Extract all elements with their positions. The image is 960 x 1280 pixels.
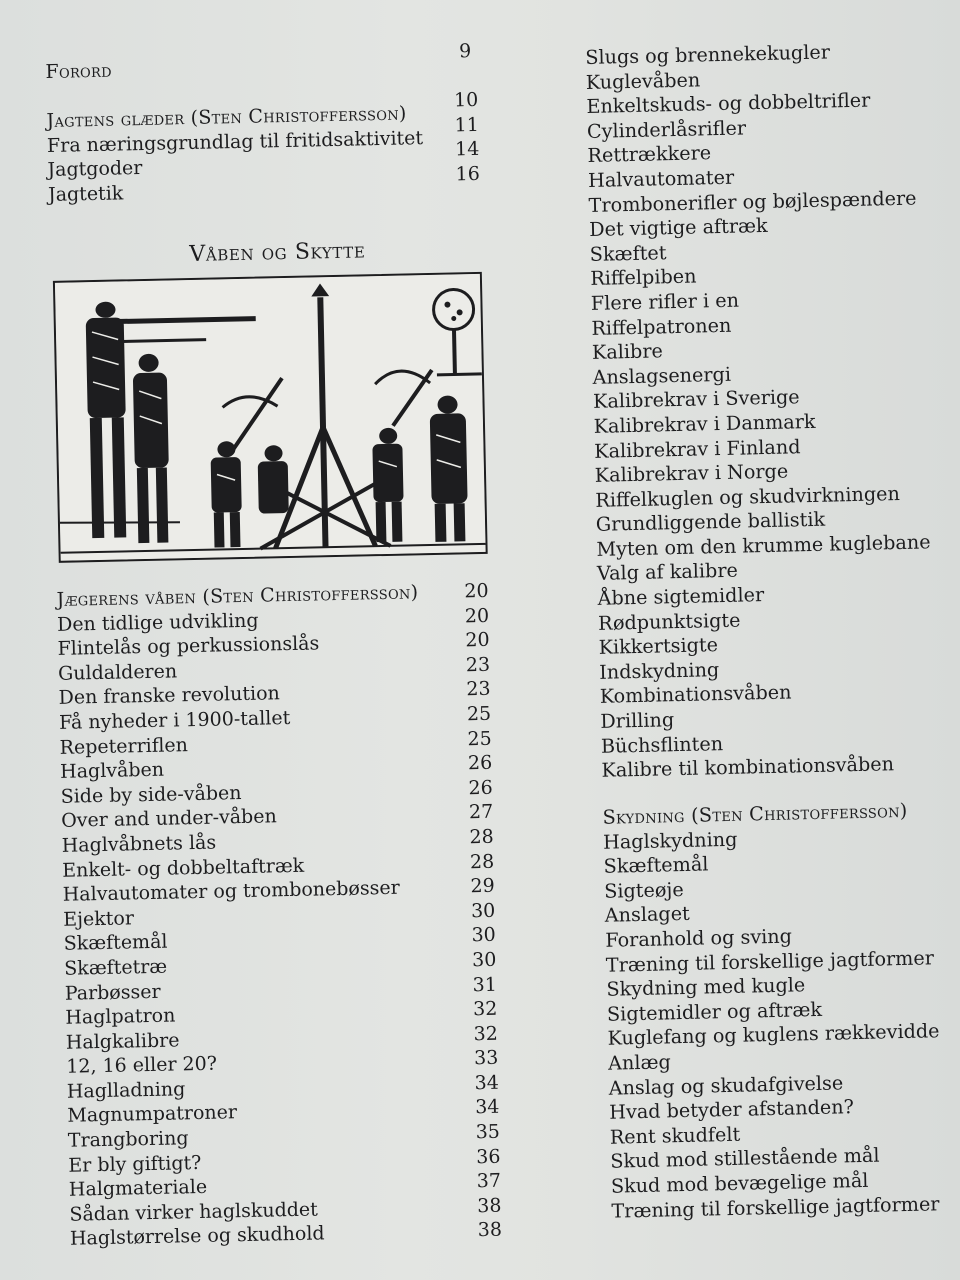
toc-entry-title: Haglskydning	[602, 827, 738, 854]
toc-entry-page: 9	[458, 40, 472, 63]
toc-entry-page: 29	[470, 874, 495, 898]
toc-entry-title: Rødpunktsigte	[597, 608, 741, 635]
toc-entry-page: 20	[465, 628, 490, 652]
toc-entry-title: Jagtens glæder (Sten Christoffersson)	[46, 102, 407, 133]
toc-entry-title: Kalibre til kombinationsvåben	[601, 752, 895, 783]
toc-entry-title: Magnumpatroner	[67, 1101, 238, 1128]
toc-entry-page: 20	[464, 579, 489, 603]
toc-entry-title: Jagtetik	[47, 182, 124, 206]
toc-entry-title: Side by side-våben	[60, 781, 242, 808]
toc-entry-title: Repeterriflen	[59, 733, 189, 759]
toc-entry-title: Forord	[45, 59, 113, 83]
rifles-chapter-list	[585, 38, 942, 783]
toc-entry-title: Indskydning	[598, 657, 720, 684]
toc-entry-title: Er bly giftigt?	[68, 1151, 202, 1177]
toc-entry-title: Sigteøje	[603, 877, 684, 903]
toc-entry-title: Jægerens våben (Sten Christoffersson)	[56, 581, 419, 611]
toc-entry-title: Haglvåben	[59, 758, 165, 783]
toc-entry-page: 25	[466, 702, 492, 726]
shooting-chapter-list	[602, 798, 951, 1224]
toc-entry-page: 25	[467, 727, 492, 750]
toc-entry-page: 37	[476, 1169, 502, 1193]
toc-entry-title: Anlæg	[607, 1050, 672, 1075]
toc-entry-page: 32	[472, 997, 498, 1021]
toc-entry-title: Halgmateriale	[68, 1176, 208, 1201]
toc-entry-title: Jagtgoder	[47, 157, 143, 182]
toc-entry-page: 11	[454, 113, 480, 137]
toc-entry-page: 16	[455, 162, 481, 186]
toc-entry-title: Foranhold og sving	[605, 924, 793, 952]
toc-entry-page: 14	[454, 138, 480, 161]
toc-entry-title: Træning til forskellige jagtformer	[611, 1191, 940, 1223]
toc-entry-title: Kalibre	[591, 339, 664, 365]
toc-entry-page: 26	[468, 776, 493, 800]
toc-entry-title: Skæftemål	[63, 930, 168, 956]
toc-entry-title: Få nyheder i 1900-tallet	[58, 706, 291, 734]
section-title: Våben og Skytte	[189, 238, 366, 268]
toc-entry-title: Kombinationsvåben	[599, 680, 792, 709]
toc-entry-title: Kikkertsigte	[598, 633, 719, 660]
toc-entry-title: Skæftetræ	[64, 955, 168, 980]
toc-entry-title: Kalibrekrav i Sverige	[592, 385, 800, 414]
toc-entry-page: 30	[471, 924, 497, 947]
toc-entry-title: Cylinderlåsrifler	[586, 116, 747, 143]
toc-entry-title: Det vigtige aftræk	[588, 214, 768, 242]
toc-entry-title: Riffelpatronen	[591, 313, 732, 340]
toc-entry-title: Halvautomater	[587, 165, 735, 192]
toc-entry-page: 30	[471, 948, 497, 972]
toc-entry-page: 28	[469, 825, 494, 849]
toc-entry-page: 23	[466, 678, 491, 701]
toc-entry-title: Halvautomater og trombonebøsser	[62, 876, 400, 906]
toc-entry-title: Haglstørrelse og skudhold	[69, 1222, 325, 1251]
toc-entry-title: Træning til forskellige jagtformer	[605, 945, 935, 977]
toc-entry-title: Slugs og brennekekugler	[585, 40, 831, 69]
toc-entry-page: 26	[467, 751, 493, 775]
toc-entry-title: Flere rifler i en	[590, 288, 740, 315]
toc-entry-page: 36	[475, 1145, 501, 1168]
toc-entry-title: Skydning med kugle	[606, 973, 806, 1001]
toc-entry-page: 20	[464, 604, 490, 627]
toc-entry-title: Rettrækkere	[587, 141, 712, 168]
toc-entry-title: Drilling	[600, 708, 675, 733]
weapons-chapter-list	[56, 579, 508, 1252]
toc-entry-page: 34	[474, 1096, 500, 1119]
toc-entry-title: Enkeltskuds- og dobbeltrifler	[586, 88, 871, 119]
toc-entry-title: Riffelkuglen og skudvirkningen	[595, 481, 901, 512]
toc-entry-title: Parbøsser	[64, 980, 161, 1005]
toc-entry-title: Myten om den krumme kuglebane	[596, 530, 931, 561]
toc-entry-title: Kalibrekrav i Danmark	[593, 409, 816, 438]
toc-entry-page: 31	[472, 973, 498, 996]
toc-entry-title: Flintelås og perkussionslås	[57, 632, 320, 661]
toc-entry-title: Kuglevåben	[585, 67, 701, 94]
toc-entry-title: Hvad betyder afstanden?	[608, 1095, 855, 1124]
toc-entry-title: Haglladning	[66, 1078, 186, 1103]
toc-entry-title: Valg af kalibre	[596, 559, 739, 586]
toc-entry-page: 10	[453, 89, 479, 112]
toc-entry-title: Riffelpiben	[590, 264, 697, 291]
toc-entry-title: Ejektor	[63, 907, 135, 931]
toc-entry-title: Guldalderen	[57, 660, 178, 685]
toc-entry-title: Skydning (Sten Christoffersson)	[602, 798, 908, 829]
toc-entry-page: 34	[474, 1071, 500, 1095]
toc-entry-title: Haglvåbnets lås	[61, 831, 217, 857]
toc-entry-title: Kuglefang og kuglens rækkevidde	[607, 1019, 940, 1051]
toc-entry-title: Anslaget	[604, 902, 691, 928]
toc-entry-title: Haglpatron	[65, 1004, 176, 1029]
toc-entry-page: 33	[473, 1047, 499, 1070]
toc-entry-title: 12, 16 eller 20?	[66, 1052, 218, 1079]
toc-entry-title: Kalibrekrav i Norge	[594, 459, 789, 487]
toc-entry-title: Skæftet	[589, 240, 667, 266]
toc-entry-title: Fra næringsgrundlag til fritidsaktivitet	[46, 126, 424, 157]
toc-entry-page: 27	[468, 801, 494, 824]
toc-entry-title: Den tidlige udvikling	[56, 609, 259, 636]
toc-entry-title: Skud mod stillestående mål	[610, 1143, 880, 1174]
toc-entry-title: Sådan virker haglskuddet	[69, 1198, 319, 1226]
toc-entry-title: Büchsflinten	[600, 731, 724, 758]
toc-entry-title: Over and under-våben	[60, 805, 277, 833]
woodcut-illustration	[53, 272, 488, 563]
woodcut-shooters-icon	[55, 274, 486, 561]
toc-entry-title: Skud mod bevægelige mål	[610, 1168, 869, 1198]
toc-entry-title: Anslag og skudafgivelse	[608, 1070, 844, 1100]
toc-entry-title: Åbne sigtemidler	[597, 583, 765, 610]
toc-entry-page: 32	[473, 1022, 499, 1045]
toc-entry-title: Enkelt- og dobbeltaftræk	[62, 854, 305, 882]
toc-entry-title: Kalibrekrav i Finland	[593, 434, 801, 463]
toc-entry-title: Halgkalibre	[65, 1029, 180, 1054]
toc-entry-page: 38	[477, 1219, 503, 1242]
toc-entry-title: Anslagsenergi	[592, 362, 732, 389]
toc-entry-page: 35	[475, 1120, 501, 1144]
toc-entry-page: 30	[470, 899, 496, 922]
toc-entry-title: Trangboring	[67, 1127, 189, 1152]
toc-entry-page: 28	[469, 850, 495, 873]
toc-entry-title: Den franske revolution	[58, 682, 280, 710]
toc-entry-title: Sigtemidler og aftræk	[606, 997, 823, 1026]
front-matter-list	[45, 40, 486, 208]
toc-entry-page: 38	[477, 1194, 502, 1218]
toc-entry-title: Rent skudfelt	[609, 1122, 741, 1149]
toc-entry-title: Trombonerifler og bøjlespændere	[588, 186, 917, 217]
toc-entry-title: Grundliggende ballistik	[595, 507, 826, 537]
toc-entry-page: 23	[465, 653, 491, 677]
toc-entry-title: Skæftemål	[603, 852, 709, 878]
